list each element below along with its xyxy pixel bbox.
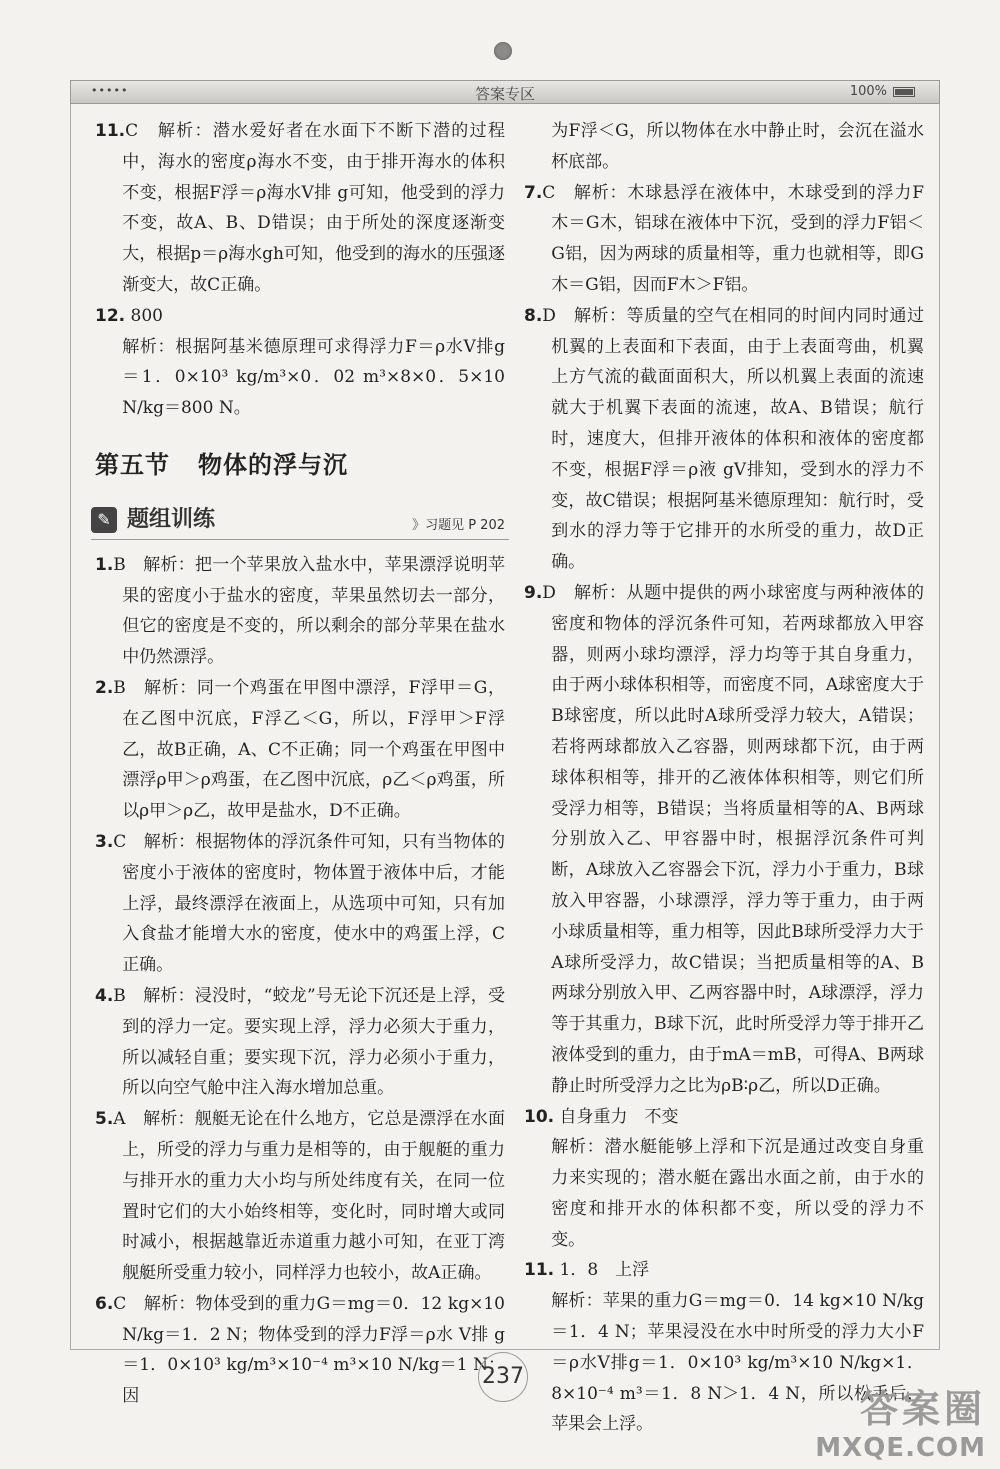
answer-item: 3.C 解析：根据物体的浮沉条件可知，只有当物体的密度小于液体的密度时，物体置于液体中后，才能上浮，最终漂浮在液面上，从选项中可知，只有加入食盐才能增大水的密度，使水中的鸡蛋上浮，C正确。 — [95, 831, 505, 976]
answer-continuation: 为F浮＜G，所以物体在水中静止时，会沉在溢水杯底部。 — [551, 121, 924, 172]
answer-item: 11.C 解析：潜水爱好者在水面下不断下潜的过程中，海水的密度ρ海水不变，由于排开海水的体积不变，根据F浮＝ρ海水V排 g可知，他受到的浮力不变，故A、B、D错误；由于所处的深度逐渐变大，根据p＝ρ海水gh可知，他受到的海水的压强逐渐变大，故C正确。 — [95, 121, 505, 295]
section-title: 第五节 物体的浮与沉 — [95, 450, 348, 479]
answer-item: 6.C 解析：物体受到的重力G＝mg＝0．12 kg×10 N/kg＝1．2 N；物体受到的浮力F浮＝ρ水 V排 g＝1．0×10³ kg/m³×10⁻⁴ m³×10 N/kg＝1 N；因 — [95, 1293, 505, 1407]
battery-level: 100% — [849, 84, 887, 99]
answer-item: 11. 1．8 上浮 — [524, 1260, 650, 1281]
drill-title: 题组训练 — [127, 506, 216, 532]
signal-icon: ••••• — [91, 84, 129, 97]
battery-icon — [893, 87, 915, 97]
pencil-icon: ✎ — [91, 507, 117, 533]
answer-explanation: 解析：苹果的重力G＝mg＝0．14 kg×10 N/kg＝1．4 N；苹果浸没在水中时所受的浮力大小F＝ρ水V排g＝1．0×10³ kg/m³×10 N/kg×1．8×10⁻⁴ m³＝1．8 N＞1．4 N，所以松手后，苹果会上浮。 — [551, 1291, 924, 1435]
page-number: 237 — [478, 1352, 528, 1402]
watermark-url: MXQE.COM — [815, 1433, 986, 1463]
watermark-logo-text: 答案圈 — [859, 1387, 986, 1431]
status-bar — [70, 80, 940, 104]
right-column — [524, 116, 924, 1440]
exercise-reference: 》习题见 P 202 — [412, 517, 505, 533]
drill-header — [91, 503, 509, 540]
answer-item: 7.C 解析：木球悬浮在液体中，木球受到的浮力F木＝G木，铝球在液体中下沉，受到的浮力F铝＜G铝，因为两球的质量相等，重力也就相等，即G木＝G铝，因而F木＞F铝。 — [524, 182, 924, 295]
answer-explanation: 解析：潜水艇能够上浮和下沉是通过改变自身重力来实现的；潜水艇在露出水面之前，由于水的密度和排开水的体积都不变，所以受的浮力不变。 — [551, 1137, 924, 1250]
camera-dot — [494, 42, 512, 60]
answer-item: 9.D 解析：从题中提供的两小球密度与两种液体的密度和物体的浮沉条件可知，若两球都放入甲容器，则两小球均漂浮，浮力均等于其自身重力，由于两小球体积相等，而密度不同，A球密度大于B球密度，所以此时A球所受浮力较大，A错误；若将两球都放入乙容器，则两球都下沉，由于两球体积相等，排开的乙液体体积相等，则它们所受浮力相等，B错误；当将质量相等的A、B两球分别放入乙、甲容器中时，根据浮沉条件可判断，A球放入乙容器会下沉，浮力小于重力，B球放入甲容器，小球漂浮，浮力等于重力，由于两小球质量相等，重力相等，因此B球所受浮力大于A球所受浮力，故C错误；当把质量相等的A、B两球分别放入甲、乙两容器中时，A球漂浮，浮力等于其重力，B球下沉，此时所受浮力等于排开乙液体受到的重力，由于mA＝mB，可得A、B两球静止时所受浮力之比为ρB∶ρ乙，所以D正确。 — [524, 582, 924, 1096]
answer-item: 1.B 解析：把一个苹果放入盐水中，苹果漂浮说明苹果的密度小于盐水的密度，苹果虽然切去一部分，但它的密度是不变的，所以剩余的部分苹果在盐水中仍然漂浮。 — [95, 554, 505, 668]
watermark — [815, 1378, 986, 1463]
answer-item: 4.B 解析：浸没时，“蛟龙”号无论下沉还是上浮，受到的浮力一定。要实现上浮，浮力必须大于重力，所以减轻自重；要实现下沉，浮力必须小于重力，所以向空气舱中注入海水增加总重。 — [95, 985, 505, 1099]
left-column — [95, 116, 505, 1412]
answer-item: 8.D 解析：等质量的空气在相同的时间内同时通过机翼的上表面和下表面，由于上表面弯曲，机翼上方气流的截面面积大，所以机翼上表面的流速就大于机翼下表面的流速，故A、B错误；航行时，速度大，但排开液体的体积和液体的密度都不变，根据F浮＝ρ液 gV排知，受到水的浮力不变，故C错误；根据阿基米德原理知：航行时，受到水的浮力等于它排开的水所受的重力，故D正确。 — [524, 305, 924, 573]
answer-item: 5.A 解析：舰艇无论在什么地方，它总是漂浮在水面上，所受的浮力与重力是相等的，由于舰艇的重力与排开水的重力大小均与所处纬度有关，在同一位置时它们的大小始终相等，变化时，同时增大或同时减小，根据越靠近赤道重力越小可知，在亚丁湾舰艇所受重力较小，同样浮力也较小，故A正确。 — [95, 1109, 505, 1284]
status-title: 答案专区 — [474, 85, 535, 103]
answer-item: 2.B 解析：同一个鸡蛋在甲图中漂浮，F浮甲＝G，在乙图中沉底，F浮乙＜G，所以，F浮甲＞F浮乙，故B正确，A、C不正确；同一个鸡蛋在甲图中漂浮ρ甲＞ρ鸡蛋，在乙图中沉底，ρ乙＜ρ鸡蛋，所以ρ甲＞ρ乙，故甲是盐水，D不正确。 — [95, 677, 505, 822]
answer-explanation: 解析：根据阿基米德原理可求得浮力F＝ρ水V排g＝1．0×10³ kg/m³×0．02 m³×8×0．5×10 N/kg＝800 N。 — [122, 336, 505, 419]
answer-item: 10. 自身重力 不变 — [524, 1106, 679, 1127]
answer-item: 12. 800 — [95, 305, 163, 326]
